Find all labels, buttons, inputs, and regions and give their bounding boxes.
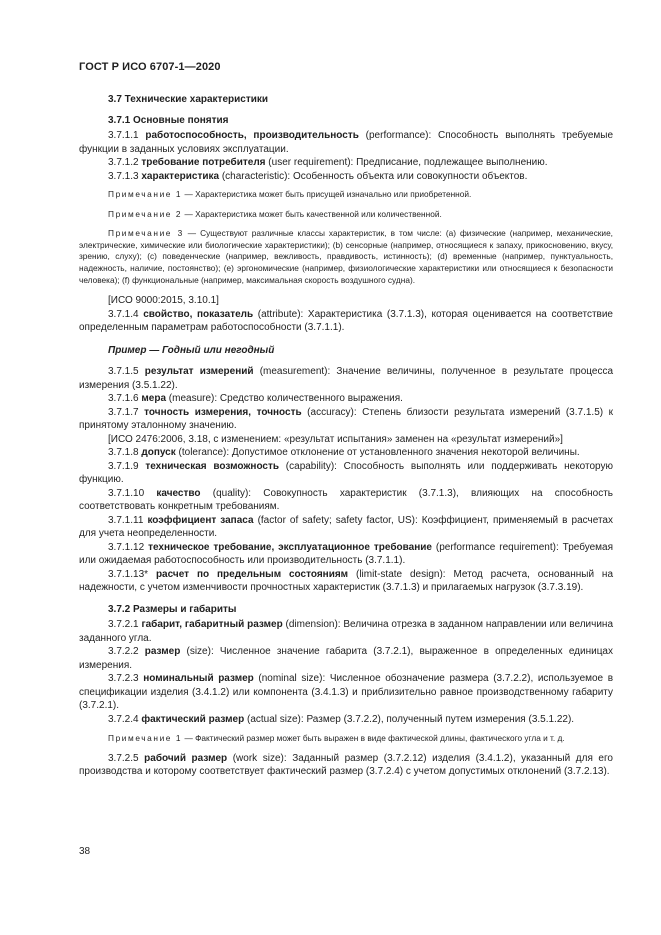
term-entry: 3.7.1.12 техническое требование, эксплуатационное требование (performance requirement): Требуемая или ожидаемая работоспособность или производительность (3.7.1.1). — [79, 541, 614, 567]
term-entry: 3.7.2.5 рабочий размер (work size): Заданный размер (3.7.2.12) изделия (3.4.1.2), указанный для его производства и которому соответствует фактический размер (3.7.2.4) с учетом допустимых отклонений (3.7.2.13). — [79, 752, 613, 778]
term-entry: 3.7.1.3 характеристика (characteristic): Особенность объекта или совокупности объектов. — [108, 170, 528, 182]
term-entry: 3.7.1.10 качество (quality): Совокупность характеристик (3.7.1.3), влияющих на способность соответствовать конкретным требованиям. — [79, 487, 614, 513]
term-entry: 3.7.2.1 габарит, габаритный размер (dimension): Величина отрезка в заданном направлении или величина заданного угла. — [79, 619, 614, 644]
note: Примечание 3 — Существуют различные классы характеристик, в том числе: (a) физические (например, механические, электрические, химические или биологические характеристики); (b) сенсорные (например, относящиеся к запаху, прикосновению, вкусу, зрению, слуху); (c) поведенческие (например, вежливость, правдивость, истинность); (d) временные (например, пунктуальность, надежность, наличие, постоянство); (e) эргономические (например, физиологические характеристики или относящиеся к безопасности человека); (f) функциональные (например, максимальная скорость воздушного судна). — [79, 228, 613, 285]
term-entry: 3.7.1.8 допуск (tolerance): Допустимое отклонение от установленного значения некоторой величины. — [108, 447, 580, 459]
term-entry: 3.7.1.5 результат измерений (measurement): Значение величины, полученное в результате процесса измерения (3.5.1.22). — [79, 366, 614, 391]
page-content — [79, 92, 613, 779]
note: Примечание 2 — Характеристика может быть качественной или количественной. — [108, 208, 442, 219]
term-entry: 3.7.1.4 свойство, показатель (attribute): Характеристика (3.7.1.3), которая оценивается на соответствие определенным параметрам работоспособности (3.7.1.1). — [79, 308, 613, 334]
standard-header: ГОСТ Р ИСО 6707-1—2020 — [79, 61, 221, 73]
term-entry: 3.7.1.1 работоспособность, производительность (performance): Способность выполнять требуемые функции в заданных условиях эксплуатации. — [79, 130, 614, 155]
section-heading-3-7: 3.7 Технические характеристики — [108, 94, 269, 105]
term-entry: 3.7.1.7 точность измерения, точность (accuracy): Степень близости результата измерений (3.7.1.5) к принятому эталонному значению. — [79, 406, 614, 432]
page-number: 38 — [79, 846, 91, 857]
source-reference: [ИСО 2476:2006, 3.18, с изменением: «результат испытания» заменен на «результат измерений»] — [108, 433, 563, 445]
section-heading-3-7-1: 3.7.1 Основные понятия — [108, 114, 229, 126]
term-entry: 3.7.2.2 размер (size): Численное значение габарита (3.7.2.1), выраженное в определенных единицах измерения. — [79, 646, 613, 671]
source-reference: [ИСО 9000:2015, 3.10.1] — [108, 295, 219, 307]
term-entry: 3.7.1.2 требование потребителя (user requirement): Предписание, подлежащее выполнению. — [108, 157, 548, 168]
term-entry: 3.7.1.11 коэффициент запаса (factor of safety; safety factor, US): Коэффициент, применяемый в расчетах для учета неопределенности. — [79, 514, 613, 540]
term-entry: 3.7.1.9 техническая возможность (capability): Способность выполнять или поддерживать некоторую функцию. — [79, 460, 613, 486]
term-entry: 3.7.1.13* расчет по предельным состояниям (limit-state design): Метод расчета, основанный на надежности, с учетом изменчивости прочностных характеристик (3.7.1.3) и прилагаемых нагрузок (3.7.3.19). — [79, 568, 614, 594]
note: Примечание 1 — Фактический размер может быть выражен в виде фактической длины, фактического угла и т. д. — [108, 733, 565, 744]
term-entry: 3.7.2.3 номинальный размер (nominal size): Численное обозначение размера (3.7.2.2), используемое в спецификации изделия (3.4.1.2) или компонента (3.4.1.3) и приблизительно равное производственному габариту (3.7.2.1). — [79, 673, 614, 712]
section-heading-3-7-2: 3.7.2 Размеры и габариты — [108, 603, 237, 615]
note: Примечание 1 — Характеристика может быть присущей изначально или приобретенной. — [108, 189, 472, 199]
term-entry: 3.7.1.6 мера (measure): Средство количественного выражения. — [108, 393, 403, 405]
example: Пример — Годный или негодный — [108, 344, 275, 356]
term-entry: 3.7.2.4 фактический размер (actual size): Размер (3.7.2.2), полученный путем измерения (3.5.1.22). — [108, 713, 575, 725]
